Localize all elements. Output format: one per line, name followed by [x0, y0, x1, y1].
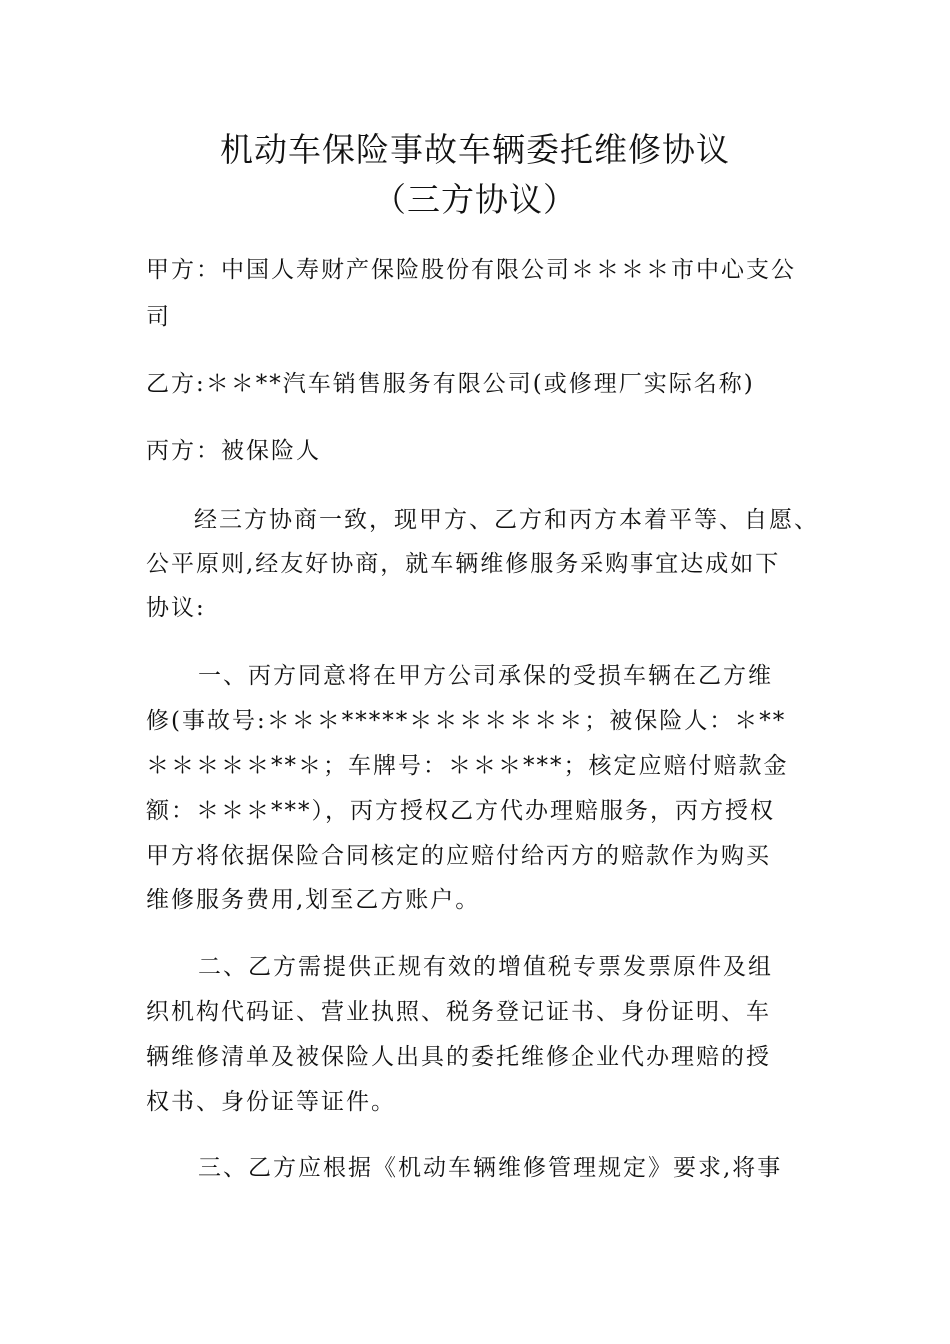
- party-b: 乙方:＊＊**汽车销售服务有限公司(或修理厂实际名称): [146, 371, 755, 397]
- document-title: 机动车保险事故车辆委托维修协议: [220, 130, 730, 169]
- clause-1-line-6: 维修服务费用,划至乙方账户。: [146, 887, 481, 913]
- clause-3-line-1: 三、乙方应根据《机动车辆维修管理规定》要求,将事: [198, 1155, 783, 1181]
- intro-line-2: 公平原则,经友好协商，就车辆维修服务采购事宜达成如下: [146, 551, 781, 577]
- party-a-line-1: 甲方：中国人寿财产保险股份有限公司＊＊＊＊市中心支公: [146, 257, 796, 283]
- clause-2-line-3: 辆维修清单及被保险人出具的委托维修企业代办理赔的授: [146, 1044, 771, 1070]
- clause-1-line-5: 甲方将依据保险合同核定的应赔付给丙方的赔款作为购买: [146, 843, 771, 869]
- party-c: 丙方：被保险人: [146, 438, 321, 464]
- clause-2-line-4: 权书、身份证等证件。: [146, 1089, 396, 1115]
- document-subtitle: （三方协议）: [373, 180, 577, 219]
- clause-1-line-4: 额：＊＊＊***），丙方授权乙方代办理赔服务，丙方授权: [146, 798, 775, 824]
- party-a-line-2: 司: [146, 304, 171, 330]
- clause-1-line-1: 一、丙方同意将在甲方公司承保的受损车辆在乙方维: [198, 663, 773, 689]
- clause-1-line-3: ＊＊＊＊＊**＊；车牌号：＊＊＊***；核定应赔付赔款金: [146, 753, 789, 779]
- clause-2-line-2: 织机构代码证、营业执照、税务登记证书、身份证明、车: [146, 999, 771, 1025]
- clause-1-line-2: 修(事故号:＊＊＊*****＊＊＊＊＊＊＊；被保险人：＊**: [146, 708, 787, 734]
- intro-line-1: 经三方协商一致，现甲方、乙方和丙方本着平等、自愿、: [194, 507, 819, 533]
- intro-line-3: 协议:: [146, 595, 206, 621]
- clause-2-line-1: 二、乙方需提供正规有效的增值税专票发票原件及组: [198, 954, 773, 980]
